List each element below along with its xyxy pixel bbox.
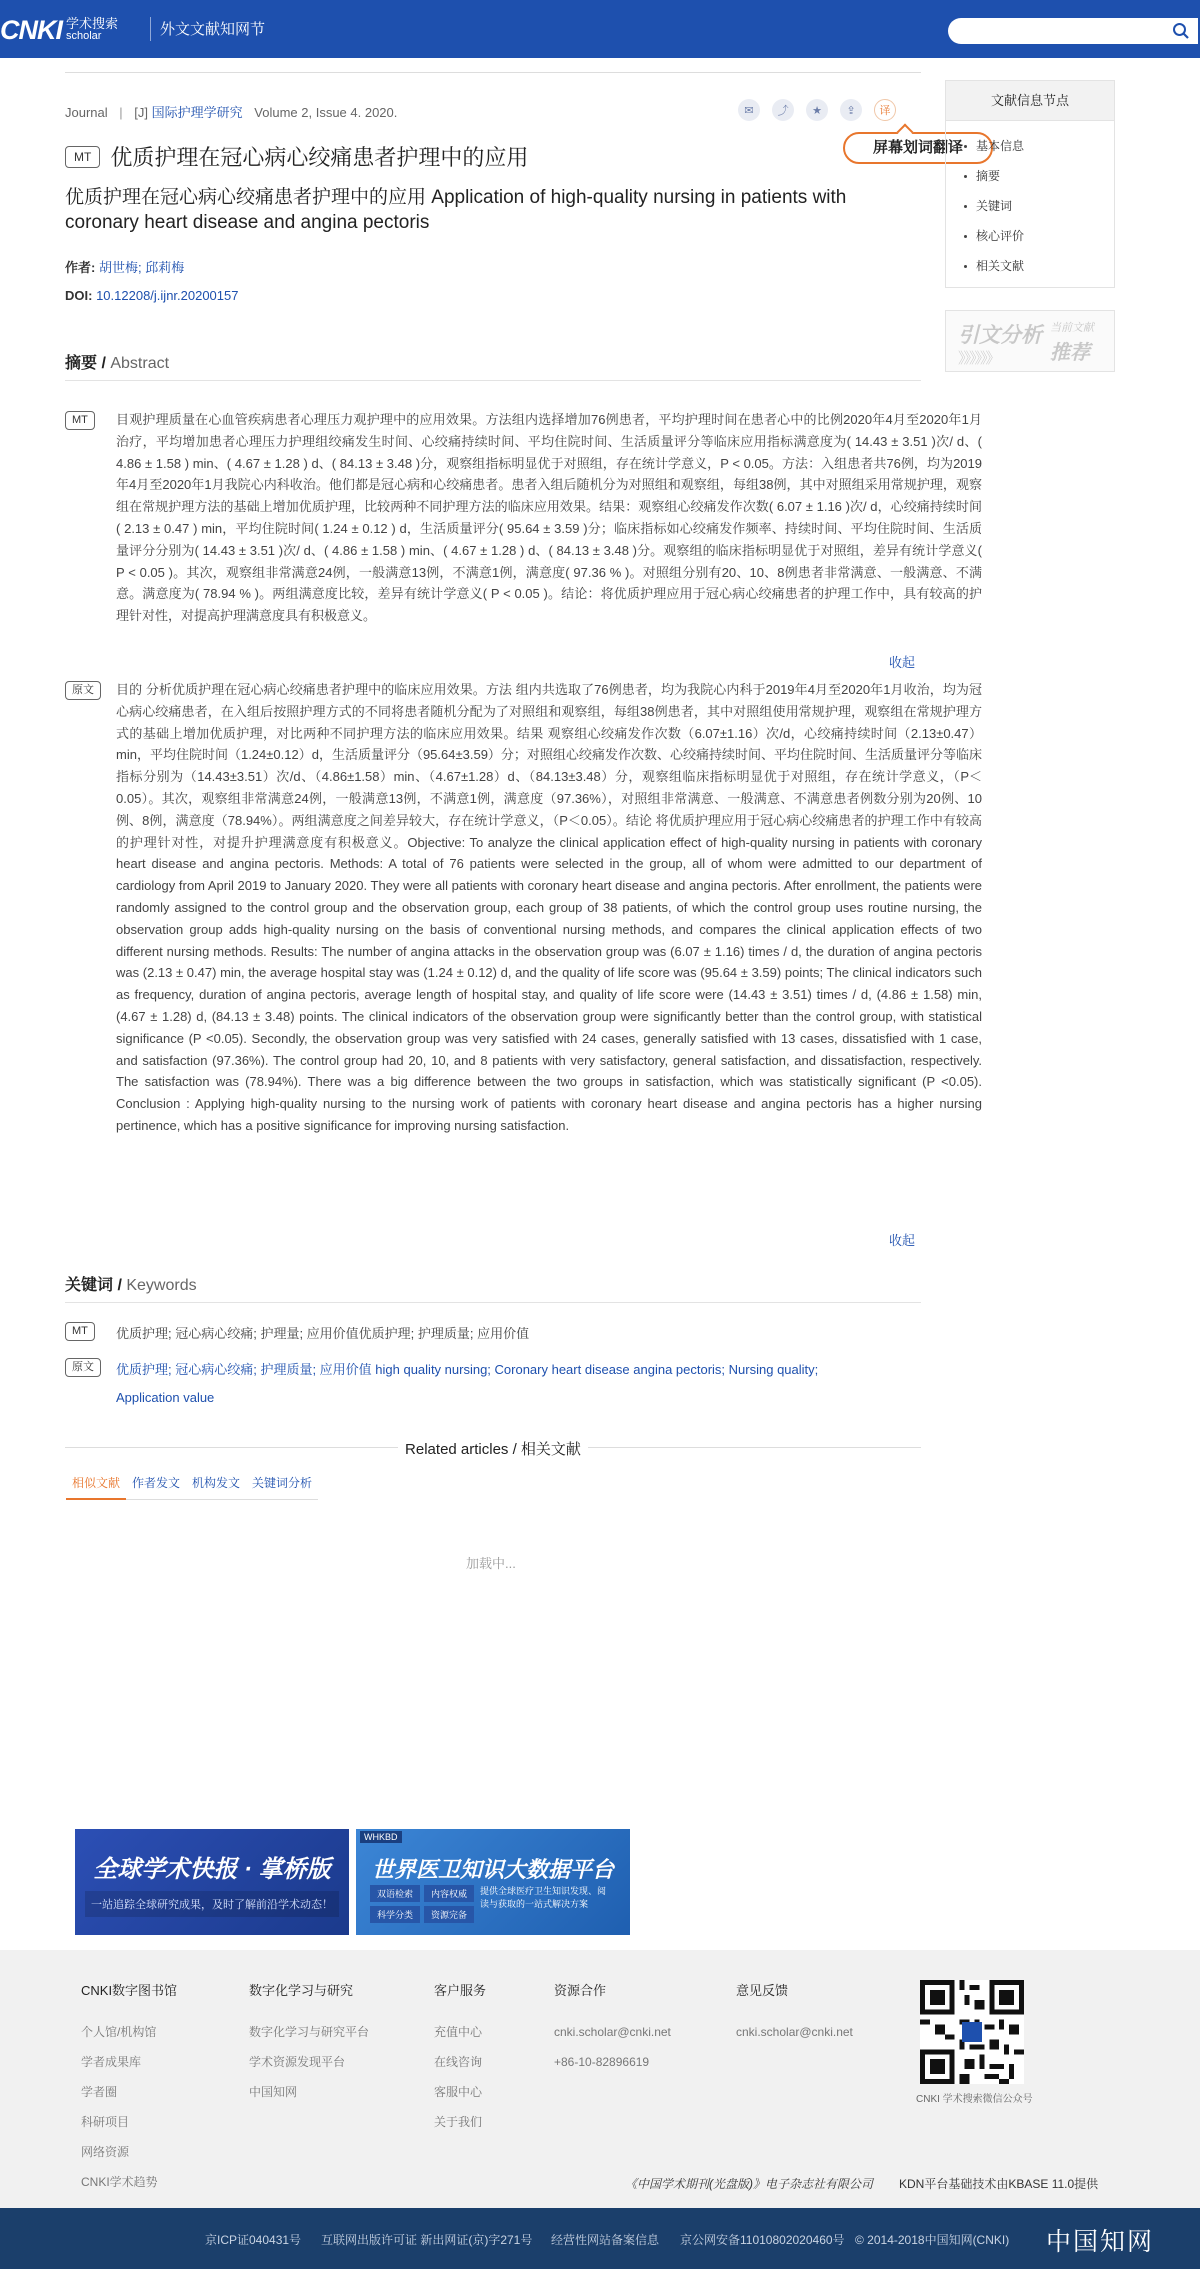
journal-link[interactable]: 国际护理学研究 bbox=[151, 105, 243, 120]
footer-col-title: 资源合作 bbox=[554, 1983, 607, 1998]
ad-text-recommend: 推荐 bbox=[1050, 342, 1090, 364]
logo-subtext bbox=[66, 18, 118, 42]
footer-link[interactable]: 科研项目 bbox=[81, 2115, 130, 2129]
mail-icon[interactable]: ✉ bbox=[738, 99, 760, 121]
citation-analysis-ad[interactable] bbox=[945, 310, 1115, 372]
chip: 双语检索 bbox=[370, 1885, 420, 1902]
banner2-title: 世界医卫知识大数据平台 bbox=[371, 1857, 614, 1882]
doc-info-sidebar bbox=[945, 80, 1115, 288]
qr-code-icon bbox=[920, 1980, 1024, 2084]
footer-link[interactable]: 学术资源发现平台 bbox=[249, 2055, 346, 2069]
tab-institution[interactable]: 机构发文 bbox=[186, 1474, 246, 1500]
banner1-title: 全球学术快报 · 掌桥版 bbox=[93, 1856, 331, 1883]
mt-badge: MT bbox=[65, 1322, 95, 1341]
footer-col-service bbox=[434, 1980, 486, 2143]
chip: 资源完备 bbox=[424, 1906, 474, 1923]
sidebar-item-basic-info[interactable]: 基本信息 bbox=[964, 131, 1114, 161]
footer-link[interactable]: cnki.scholar@cnki.net bbox=[736, 2025, 853, 2039]
site-title: 外文文献知网节 bbox=[160, 21, 266, 38]
footer-link[interactable]: 关于我们 bbox=[434, 2115, 483, 2129]
footer-link[interactable]: 个人馆/机构馆 bbox=[81, 2025, 157, 2039]
footer-col-feedback bbox=[736, 1980, 853, 2053]
tab-keyword-analysis[interactable]: 关键词分析 bbox=[246, 1474, 318, 1500]
volume-issue: Volume 2, Issue 4. 2020. bbox=[254, 105, 398, 120]
tab-similar[interactable]: 相似文献 bbox=[66, 1474, 126, 1500]
abstract-divider bbox=[65, 380, 921, 381]
translate-tooltip: 屏幕划词翻译 bbox=[843, 132, 993, 164]
sidebar-item-core-evaluation[interactable]: 核心评价 bbox=[964, 221, 1114, 251]
publisher-text: 《中国学术期刊(光盘版)》电子杂志社有限公司 bbox=[625, 2177, 873, 2191]
page-title bbox=[65, 141, 528, 172]
banner-global-academic[interactable] bbox=[75, 1829, 349, 1935]
meta-pipe: | bbox=[119, 105, 123, 120]
keywords-heading bbox=[65, 1272, 197, 1295]
cnki-brand-logo: 中国知网 bbox=[1046, 2227, 1155, 2256]
copyright-text: © 2014-2018中国知网(CNKI) bbox=[855, 2233, 1010, 2247]
share-icon[interactable]: ⤴ bbox=[772, 99, 794, 121]
banner2-chips bbox=[370, 1885, 474, 1923]
banner2-desc: 提供全球医疗卫生知识发现、阅读与获取的一站式解决方案 bbox=[480, 1886, 607, 1909]
chip: 内容权威 bbox=[424, 1885, 474, 1902]
website-record[interactable]: 经营性网站备案信息 bbox=[551, 2233, 660, 2247]
search-input[interactable] bbox=[948, 18, 1198, 44]
authors bbox=[65, 257, 184, 276]
police-record[interactable]: 京公网安备11010802020460号 bbox=[680, 2233, 845, 2247]
title-en: 优质护理在冠心病心绞痛患者护理中的应用 Application of high-quality nursing in patients with coronary heart disease and angina pectoris bbox=[65, 187, 847, 233]
abstract-heading-cn: 摘要 / bbox=[65, 355, 106, 372]
logo-en: scholar bbox=[66, 30, 102, 42]
footer-link: +86-10-82896619 bbox=[554, 2055, 650, 2069]
banner-medical-platform[interactable] bbox=[356, 1829, 630, 1935]
footer-link[interactable]: 学者圈 bbox=[81, 2085, 118, 2099]
footer-link[interactable]: 数字化学习与研究平台 bbox=[249, 2025, 370, 2039]
title-cn-text: 优质护理在冠心病心绞痛患者护理中的应用 bbox=[110, 145, 529, 170]
icp-license[interactable]: 京ICP证040431号 bbox=[205, 2233, 302, 2247]
sidebar-item-keywords[interactable]: 关键词 bbox=[964, 191, 1114, 221]
article-meta bbox=[65, 102, 397, 121]
mt-keywords: 优质护理; 冠心病心绞痛; 护理量; 应用价值优质护理; 护理质量; 应用价值 bbox=[116, 1326, 530, 1341]
footer-link[interactable]: 中国知网 bbox=[249, 2085, 298, 2099]
doi-label: DOI: bbox=[65, 288, 93, 303]
related-title: Related articles / 相关文献 bbox=[398, 1438, 588, 1459]
ad-text-main: 引文分析 bbox=[958, 324, 1042, 347]
collapse-link-original[interactable]: 收起 bbox=[889, 1233, 916, 1248]
banner1-subtitle: 一站追踪全球研究成果，及时了解前沿学术动态！ bbox=[85, 1891, 339, 1917]
abstract-heading bbox=[65, 350, 169, 373]
footer-link[interactable]: cnki.scholar@cnki.net bbox=[554, 2025, 671, 2039]
doi-link[interactable]: 10.12208/j.ijnr.20200157 bbox=[96, 288, 239, 303]
footer-col-title: 意见反馈 bbox=[736, 1983, 789, 1998]
cnki-scholar-logo[interactable] bbox=[0, 15, 118, 45]
original-keywords[interactable]: 优质护理; 冠心病心绞痛; 护理质量; 应用价值 high quality nursing; Coronary heart disease angina pectoris; Nursing quality; bbox=[116, 1362, 819, 1377]
doi bbox=[65, 288, 238, 303]
qr-caption: CNKI 学术搜索微信公众号 bbox=[916, 2094, 1033, 2105]
footer-col-cooperation bbox=[554, 1980, 671, 2083]
mt-abstract-text: 目观护理质量在心血管疾病患者心理压力观护理中的应用效果。方法组内选择增加76例患者，平均护理时间在患者心中的比例2020年4月至2020年1月治疗，平均增加患者心理压力护理组绞痛发生时间、心绞痛持续时间、平均住院时间、生活质量评分等临床应用指标满意度为( 14.43 ± 3.51 )次/ d、( 4.86 ± 1.58 ) min、( 4.67 ± 1.28 ) d、( 84.13 ± 3.48 )分，观察组指标明显优于对照组，存在统计学意义，P < 0.05。方法：入组患者共76例，均为2019年4月至2020年1月我院心内科收治。他们都是冠心病和心绞痛患者。患者入组后随机分为对照组和观察组，每组38例，其中对照组采用常规护理，观察组在常规护理方法的基础上增加优质护理，比较两种不同护理方法的临床应用效果。结果：观察组心绞痛发作次数( 6.07 ± 1.16 )次/ d，心绞痛持续时间( 2.13 ± 0.47 ) min，平均住院时间( 1.24 ± 0.12 ) d，生活质量评分( 95.64 ± 3.59 )分；临床指标如心绞痛发作频率、持续时间、平均住院时间、生活质量评分分别为( 14.43 ± 3.51 )次/ d、( 4.86 ± 1.58 ) min、( 4.67 ± 1.28 ) d、( 84.13 ± 3.48 )分。观察组的临床指标明显优于对照组，差异有统计学意义( P < 0.05 )。其次，观察组非常满意24例，一般满意13例，不满意1例，满意度( 97.36 % )。对照组分别有20、10、8例患者非常满意、一般满意、不满意。满意度为( 78.94 % )。两组满意度比较，差异有统计学意义( P < 0.05 )。结论：将优质护理应用于冠心病心绞痛患者的护理工作中，具有较高的护理针对性，对提高护理满意度具有积极意义。 bbox=[116, 412, 982, 624]
export-icon[interactable]: ⇪ bbox=[840, 99, 862, 121]
footer-link[interactable]: 客服中心 bbox=[434, 2085, 483, 2099]
mt-badge: MT bbox=[65, 146, 100, 168]
original-keywords-cont[interactable]: Application value bbox=[116, 1390, 215, 1405]
chip: 科学分类 bbox=[370, 1906, 420, 1923]
ad-text-sub: 当前文献 bbox=[1050, 322, 1094, 334]
banner2-tag: WHKBD bbox=[360, 1831, 402, 1843]
footer-link[interactable]: CNKI学术趋势 bbox=[81, 2175, 158, 2189]
keywords-divider bbox=[65, 1302, 921, 1303]
search-icon[interactable] bbox=[1172, 22, 1190, 40]
sidebar-item-abstract[interactable]: 摘要 bbox=[964, 161, 1114, 191]
platform-text: KDN平台基础技术由KBASE 11.0提供 bbox=[899, 2177, 1099, 2191]
publication-type: Journal bbox=[65, 105, 108, 120]
author-links[interactable]: 胡世梅; 邱莉梅 bbox=[98, 260, 185, 275]
article-tools bbox=[738, 99, 896, 121]
logo-text: CNKI bbox=[0, 14, 62, 45]
top-navigation-bar bbox=[0, 0, 1200, 58]
footer bbox=[0, 1950, 1200, 2208]
sidebar-title: 文献信息节点 bbox=[946, 81, 1114, 121]
header-divider bbox=[150, 17, 151, 41]
collapse-link[interactable]: 收起 bbox=[889, 655, 916, 670]
related-articles-heading bbox=[65, 1436, 921, 1460]
copyright-bar bbox=[0, 2208, 1200, 2269]
original-abstract-text: 目的 分析优质护理在冠心病心绞痛患者护理中的临床应用效果。方法 组内共选取了76例患者，均为我院心内科于2019年4月至2020年1月收治，均为冠心病心绞痛患者，在入组后按照护理方式的不同将患者随机分配为了对照组和观察组，每组38例患者，其中对照组使用常规护理，观察组在常规护理方式的基础上增加优质护理，对比两种不同护理方法的临床应用效果。结果 观察组心绞痛发作次数（6.07±1.16）次/d，心绞痛持续时间（2.13±0.47）min，平均住院时间（1.24±0.12）d，生活质量评分（95.64±3.59）分；对照组心绞痛发作次数、心绞痛持续时间、平均住院时间、生活质量评分等临床指标分别为（14.43±3.51）次/d、（4.86±1.58）min、（4.67±1.28）d、（84.13±3.48）分，观察组临床指标明显优于对照组，存在统计学意义，（P＜0.05）。其次，观察组非常满意24例，一般满意13例，不满意1例，满意度（97.36%），对照组非常满意、一般满意、不满意患者例数分别为20例、10例、8例，满意度（78.94%）。两组满意度之间差异较大，存在统计学意义，（P＜0.05）。结论 将优质护理应用于冠心病心绞痛患者的护理工作中有较高的护理针对性，对提升护理满意度有积极意义。Objective: To analyze the clinical application effect of high-quality nursing in patients with coronary heart disease and angina pectoris. Methods: A total of 76 patients were selected in the group, all of whom were admitted to our department of cardiology from April 2019 to January 2020. They were all patients with coronary heart disease and angina pectoris. After enrollment, the patients were randomly assigned to the control group and the observation group, each group of 38 patients, of which the control group uses routine nursing, the observation group adds high-quality nursing on the basis of conventional nursing methods, and compares the clinical application effects of two different nursing methods. Results: The number of angina attacks in the observation group was (6.07 ± 1.16) times / d, the duration of angina pectoris was (2.13 ± 0.47) min, the average hospital stay was (1.24 ± 0.12) d, and the quality of life score was (95.64 ± 3.59) points; The clinical indicators such as frequency, duration of angina pectoris, average length of hospital stay, and quality of life score were (14.43 ± 3.51) times / d, (4.86 ± 1.58) min, (4.67 ± 1.28) d, (84.13 ± 3.48) points. The clinical indicators of the observation group were significantly better than the control group, with statistical significance (P <0.05). Secondly, the observation group was very satisfied with 24 cases, generally satisfied with 13 cases, dissatisfied with 1 case, and satisfaction (97.36%). The control group had 20, 10, and 8 patients with very satisfactory, general satisfaction, and dissatisfaction, respectively. The satisfaction was (78.94%). There was a big difference between the two groups in satisfaction, which was statistically significant (P <0.05). Conclusion : Applying high-quality nursing to the nursing work of patients with coronary heart disease and angina pectoris has a higher nursing pertinence, which has a positive significance for improving nursing satisfaction. bbox=[116, 682, 982, 1133]
publishing-license[interactable]: 互联网出版许可证 新出网证(京)字271号 bbox=[321, 2233, 533, 2247]
loading-text: 加载中... bbox=[466, 1556, 516, 1571]
abstract-heading-en: Abstract bbox=[105, 355, 170, 372]
footer-col-title: 数字化学习与研究 bbox=[249, 1983, 354, 1998]
footer-col-title: CNKI数字图书馆 bbox=[81, 1983, 178, 1998]
original-badge: 原文 bbox=[65, 1358, 101, 1377]
original-badge: 原文 bbox=[65, 681, 101, 700]
authors-label: 作者: bbox=[65, 260, 96, 275]
mt-badge: MT bbox=[65, 411, 95, 430]
tab-author[interactable]: 作者发文 bbox=[126, 1474, 186, 1500]
content-divider bbox=[65, 72, 921, 73]
related-tabs bbox=[66, 1474, 318, 1500]
footer-col-library bbox=[81, 1980, 177, 2203]
doc-type: [J] bbox=[134, 105, 149, 120]
keywords-heading-cn: 关键词 / bbox=[65, 1277, 122, 1294]
footer-link[interactable]: 充值中心 bbox=[434, 2025, 483, 2039]
footer-link[interactable]: 网络资源 bbox=[81, 2145, 130, 2159]
keywords-heading-en: Keywords bbox=[121, 1277, 197, 1294]
footer-link[interactable]: 学者成果库 bbox=[81, 2055, 142, 2069]
sidebar-item-related[interactable]: 相关文献 bbox=[964, 251, 1114, 281]
translate-icon[interactable]: 译 bbox=[874, 99, 896, 121]
ad-arrows: 》》》》》》 bbox=[958, 350, 999, 367]
star-icon[interactable]: ★ bbox=[806, 99, 828, 121]
footer-col-digital bbox=[249, 1980, 369, 2113]
footer-link[interactable]: 在线咨询 bbox=[434, 2055, 483, 2069]
footer-col-title: 客户服务 bbox=[434, 1983, 487, 1998]
logo-cn: 学术搜索 bbox=[66, 16, 119, 31]
